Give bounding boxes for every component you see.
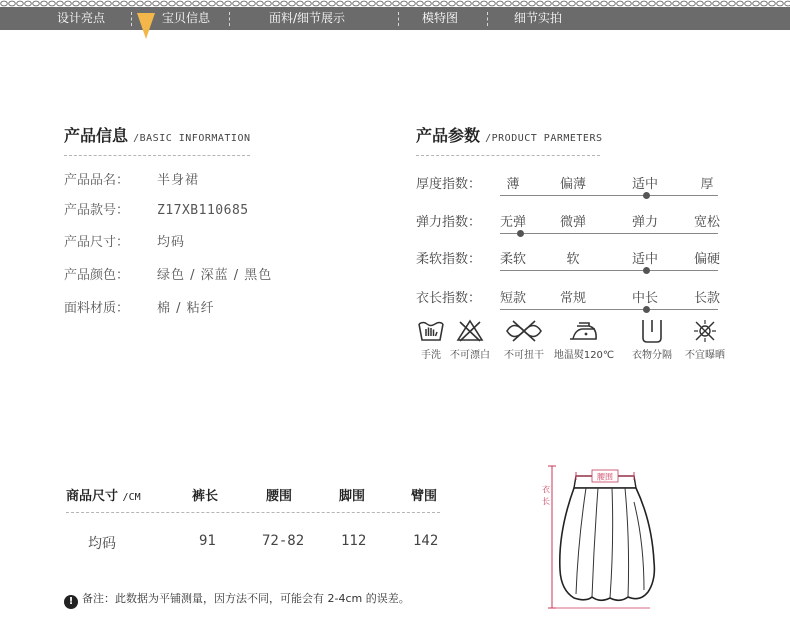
nav-separator <box>229 12 230 26</box>
param-label: 弹力指数： <box>416 215 482 230</box>
info-label: 面料材质： <box>64 301 130 316</box>
care-item <box>552 318 616 361</box>
basic-info-heading <box>64 123 250 146</box>
no-bleach-icon <box>455 318 485 344</box>
size-row-label: 均码 <box>88 536 116 552</box>
top-chain-border <box>0 0 790 7</box>
info-row-style-no <box>64 199 249 218</box>
param-option: 偏硬 <box>693 252 720 267</box>
size-cell-length: 91 <box>199 533 216 549</box>
param-option: 偏薄 <box>559 177 586 192</box>
size-table-unit: /CM <box>122 492 141 503</box>
params-divider <box>416 155 600 156</box>
care-label: 不宜曝晒 <box>685 350 725 361</box>
section-nav-bar <box>0 7 790 30</box>
info-value: 绿色 / 深蓝 / 黑色 <box>157 268 273 283</box>
size-col-header: 裤长 <box>192 489 219 504</box>
nav-item-fabric[interactable]: 面料/细节展示 <box>269 11 346 25</box>
param-option: 厚 <box>700 177 714 192</box>
info-value: 棉 / 粘纤 <box>157 301 215 316</box>
param-option: 常规 <box>559 291 586 306</box>
param-option: 适中 <box>631 177 658 192</box>
nav-item-model[interactable]: 模特图 <box>422 11 459 25</box>
care-label: 不可漂白 <box>450 350 490 361</box>
params-heading <box>416 123 602 146</box>
param-label: 衣长指数： <box>416 291 482 306</box>
param-option: 软 <box>566 252 580 267</box>
param-selected-dot <box>643 306 650 313</box>
param-option: 弹力 <box>631 215 658 230</box>
info-label: 产品尺寸： <box>64 235 130 250</box>
params-title: 产品参数 <box>416 126 481 145</box>
info-label: 产品款号： <box>64 203 130 218</box>
waist-label: 腰围 <box>597 472 613 482</box>
nav-item-detail[interactable]: 细节实拍 <box>514 11 563 25</box>
length-label-1: 衣 <box>542 485 550 494</box>
param-label: 柔软指数： <box>416 252 482 267</box>
care-item <box>624 318 680 361</box>
param-option: 宽松 <box>693 215 720 230</box>
info-value: 均码 <box>157 235 186 250</box>
nav-item-info[interactable]: 宝贝信息 <box>162 11 211 25</box>
nav-separator <box>398 12 399 26</box>
param-scale-line <box>500 195 718 196</box>
info-value: Z17XB110685 <box>157 203 249 218</box>
basic-info-subtitle: /BASIC INFORMATION <box>133 133 251 144</box>
param-option: 短款 <box>499 291 526 306</box>
length-label-2: 长 <box>542 497 550 506</box>
skirt-body <box>560 488 655 600</box>
basic-info-title: 产品信息 <box>64 126 129 145</box>
active-nav-arrow-icon <box>137 13 155 39</box>
size-table-title <box>66 485 141 504</box>
size-col-header: 脚围 <box>339 489 366 504</box>
note-text: 备注：此数据为平铺测量，因方法不同，可能会有 2-4cm 的误差。 <box>82 592 410 605</box>
info-icon: ! <box>64 595 78 609</box>
basic-info-divider <box>64 155 250 156</box>
param-option: 适中 <box>631 252 658 267</box>
size-table-divider <box>66 512 440 513</box>
info-row-material <box>64 297 215 316</box>
size-cell-hem: 112 <box>341 533 367 549</box>
param-scale-line <box>500 270 718 271</box>
info-label: 产品颜色： <box>64 268 130 283</box>
care-label: 衣物分隔 <box>632 350 672 361</box>
size-cell-arm: 142 <box>413 533 439 549</box>
size-col-header: 腰围 <box>266 489 293 504</box>
info-row-size <box>64 231 185 250</box>
param-option: 无弹 <box>499 215 526 230</box>
nav-separator <box>487 12 488 26</box>
no-sun-icon <box>690 318 720 344</box>
measurement-note <box>64 590 410 609</box>
param-option: 中长 <box>631 291 658 306</box>
param-option: 微弹 <box>559 215 586 230</box>
params-subtitle: /PRODUCT PARMETERS <box>485 133 603 144</box>
param-selected-dot <box>517 230 524 237</box>
size-col-header: 臂围 <box>411 489 438 504</box>
care-label: 地温熨120℃ <box>553 350 615 361</box>
info-row-name <box>64 169 199 188</box>
size-cell-waist: 72-82 <box>262 533 305 549</box>
param-scale-line <box>500 233 718 234</box>
low-iron-icon <box>567 318 601 344</box>
care-item <box>442 318 498 361</box>
param-option: 柔软 <box>499 252 526 267</box>
care-label: 手洗 <box>421 350 441 361</box>
care-label: 不可扭干 <box>504 350 544 361</box>
info-row-color <box>64 264 272 283</box>
skirt-measurement-diagram <box>530 462 670 612</box>
care-item <box>677 318 733 361</box>
param-option: 薄 <box>506 177 520 192</box>
param-selected-dot <box>643 267 650 274</box>
param-scale-line <box>500 309 718 310</box>
param-label: 厚度指数： <box>416 177 482 192</box>
no-wring-icon <box>504 318 544 344</box>
separate-wash-icon <box>637 318 667 344</box>
nav-separator <box>131 12 132 26</box>
size-table-title-text: 商品尺寸 <box>66 489 119 504</box>
param-selected-dot <box>643 192 650 199</box>
info-value: 半身裙 <box>157 173 200 188</box>
info-label: 产品品名： <box>64 173 130 188</box>
care-item <box>496 318 552 361</box>
param-option: 长款 <box>693 291 720 306</box>
nav-item-design[interactable]: 设计亮点 <box>57 11 106 25</box>
